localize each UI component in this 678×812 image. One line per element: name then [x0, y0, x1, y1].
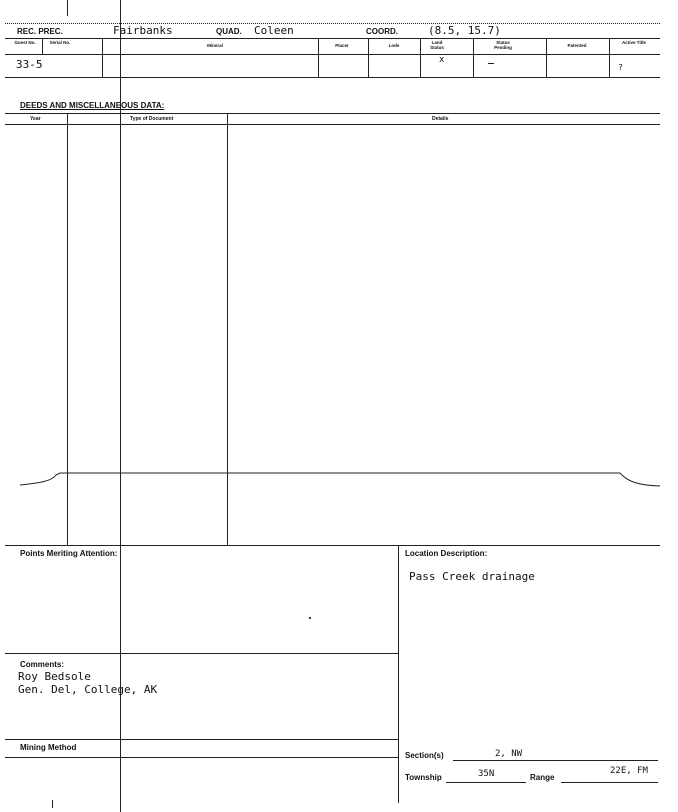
deeds-col-details: Details — [432, 116, 449, 122]
range-label: Range — [530, 773, 555, 782]
rec-prec-value: Fairbanks — [113, 24, 173, 37]
bottom-tick — [52, 800, 53, 808]
col-sep-8 — [609, 38, 610, 77]
mining-method-label: Mining Method — [20, 743, 77, 752]
col-sep-2 — [102, 38, 103, 77]
deeds-top-rule — [5, 113, 660, 114]
coord-label: COORD. — [366, 27, 398, 36]
range-value: 22E, FM — [610, 766, 648, 776]
col-serial-no: Serial No. — [49, 40, 71, 45]
quad-value: Coleen — [254, 24, 294, 37]
comments-line2: Gen. Del, College, AK — [18, 683, 158, 696]
deeds-bottom-rule — [5, 545, 660, 546]
row-rule — [5, 77, 660, 78]
points-label: Points Meriting Attention: — [20, 549, 118, 558]
deeds-head-rule — [5, 124, 660, 125]
col-sep-3 — [318, 38, 319, 77]
location-label: Location Description: — [405, 549, 488, 558]
bottom-mid-sep — [398, 545, 399, 803]
section-line — [453, 760, 658, 761]
rec-prec-label: REC. PREC. — [17, 27, 63, 36]
comments-label: Comments: — [20, 660, 65, 669]
location-value: Pass Creek drainage — [409, 570, 535, 583]
col-patented: Patented — [567, 43, 587, 48]
col-guest-no: Guest No. — [14, 40, 36, 45]
township-label: Township — [405, 773, 442, 782]
col-sep-1 — [42, 38, 43, 55]
points-bottom-rule — [5, 653, 398, 654]
active-title-mark: ? — [618, 63, 623, 72]
header-top-rule — [5, 23, 660, 24]
deeds-col-year: Year — [30, 116, 41, 122]
col-status-pending: Status Pending — [494, 40, 512, 50]
col-land-status: Land Status — [430, 40, 444, 50]
pending-underline — [488, 63, 494, 64]
section-value: 2, NW — [495, 749, 523, 759]
header-rule — [5, 38, 660, 39]
stray-dot — [309, 617, 311, 619]
comments-bottom-rule — [5, 739, 398, 740]
township-line — [446, 782, 526, 783]
col-sep-4 — [368, 38, 369, 77]
col-placer: Placer — [335, 43, 349, 48]
top-tick — [67, 0, 68, 16]
claim-no-value: 33-5 — [16, 58, 43, 71]
col-sep-5 — [420, 38, 421, 77]
coord-value: (8.5, 15.7) — [428, 24, 501, 37]
mining-method-rule — [5, 757, 398, 758]
col-active-title: Active Title — [622, 40, 646, 45]
deeds-title: DEEDS AND MISCELLANEOUS DATA: — [20, 101, 165, 110]
land-status-mark: x — [439, 55, 445, 65]
page-fold-line — [0, 465, 678, 495]
colhead-rule — [5, 54, 660, 55]
col-sep-6 — [473, 38, 474, 77]
quad-label: QUAD. — [216, 27, 242, 36]
col-mineral: Mineral — [207, 43, 223, 48]
col-sep-7 — [546, 38, 547, 77]
range-line — [561, 782, 658, 783]
comments-line1: Roy Bedsole — [18, 670, 91, 683]
col-lode: Lode — [388, 43, 400, 48]
section-label: Section(s) — [405, 751, 444, 760]
township-value: 35N — [478, 769, 495, 779]
deeds-col-type: Type of Document — [130, 116, 174, 122]
